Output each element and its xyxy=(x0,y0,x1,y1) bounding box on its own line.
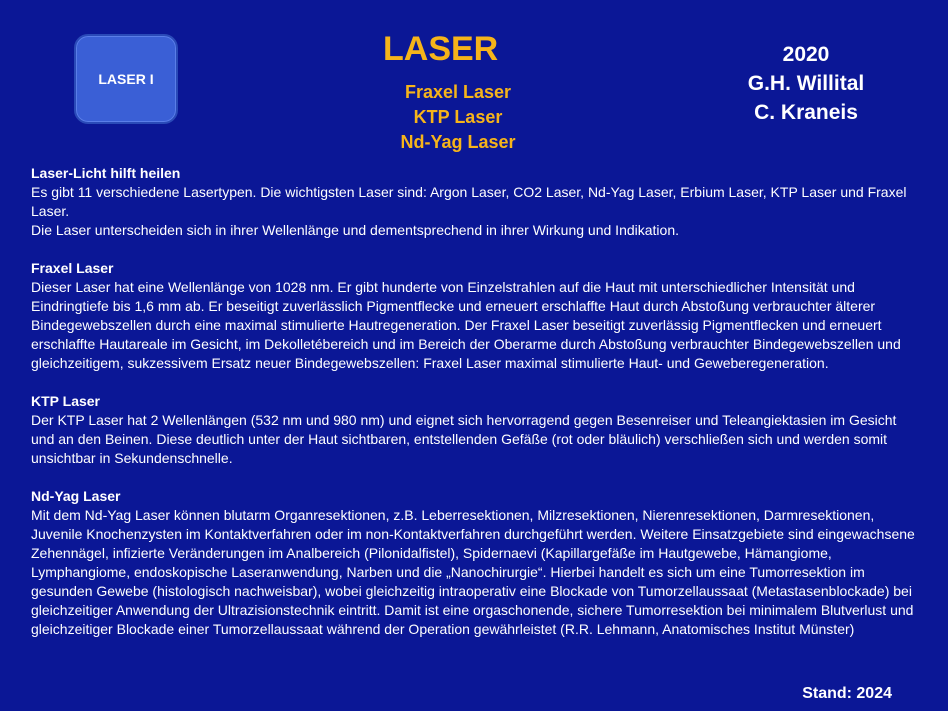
laser-i-button-label: LASER I xyxy=(98,71,154,87)
stand-label: Stand: 2024 xyxy=(802,685,892,702)
laser-i-button[interactable] xyxy=(74,34,178,124)
section-heading: Nd-Yag Laser xyxy=(31,488,121,504)
subtitle-fraxel: Fraxel Laser xyxy=(404,82,512,102)
section-fraxel-laser xyxy=(31,259,916,373)
section-paragraph: Es gibt 11 verschiedene Lasertypen. Die wichtigsten Laser sind: Argon Laser, CO2 Laser, Nd-Yag Laser, Erbium Laser, KTP Laser und Fraxel Laser. xyxy=(31,184,907,219)
author-willital: G.H. Willital xyxy=(747,72,865,95)
section-laser-licht xyxy=(31,164,916,240)
subtitle-ndyag: Nd-Yag Laser xyxy=(400,132,516,152)
section-heading: Laser-Licht hilft heilen xyxy=(31,165,181,181)
section-paragraph: Der KTP Laser hat 2 Wellenlängen (532 nm und 980 nm) und eignet sich hervorragend gegen Besenreiser und Teleangiektasien im Gesicht und an den Beinen. Diese deutlich unter der Haut sichtbaren, entstellenden Gefäße (rot oder bläulich) verschließen sich und werden somit unsichtbar in Sekundenschnelle. xyxy=(31,412,897,466)
section-paragraph: Die Laser unterscheiden sich in ihrer Wellenlänge und dementsprechend in ihrer Wirkung und Indikation. xyxy=(31,222,679,238)
section-ndyag-laser xyxy=(31,487,916,639)
page-title: LASER xyxy=(383,30,499,68)
author-kraneis: C. Kraneis xyxy=(754,101,858,124)
main-content xyxy=(31,164,916,658)
section-heading: KTP Laser xyxy=(31,393,100,409)
year-label: 2020 xyxy=(782,43,830,66)
section-paragraph: Dieser Laser hat eine Wellenlänge von 1028 nm. Er gibt hunderte von Einzelstrahlen auf die Haut mit unterschiedlicher Intensität und Eindringtiefe bis 1,6 mm ab. Er beseitigt zuverlässlich Pigmentflecke und erneuert erschlaffte Haut durch Abstoßung verbrauchter älterer Bindegewebszellen durch eine maximal stimulierte Hautregeneration. Der Fraxel Laser beseitigt zuverlässig Pigmentflecken und erneuert erschlaffte Hautareale im Gesicht, im Dekolletébereich und im Bereich der Oberarme durch Abstoßung verbrauchter Bindegewebszellen und gleichzeitigem, sukzessivem Ersatz neuer Bindegewebszellen: Fraxel Laser maximal stimulierte Haut- und Geweberegeneration. xyxy=(31,279,901,371)
laser-types-list xyxy=(388,80,528,155)
authors-block xyxy=(730,40,882,127)
subtitle-ktp: KTP Laser xyxy=(413,107,503,127)
section-paragraph: Mit dem Nd-Yag Laser können blutarm Organresektionen, z.B. Leberresektionen, Milzresektionen, Nierenresektionen, Darmresektionen, Juvenile Knochenzysten im Kontaktverfahren oder im non-Kontaktverfahren durchgeführt werden. Weitere Einsatzgebiete sind eingewachsene Zehennägel, infizierte Veränderungen im Analbereich (Pilonidalfistel), Spidernaevi (Kapillargefäße im Hautgewebe, Hämangiome, Lymphangiome, endoskopische Laseranwendung, Narben und die „Nanochirurgie“. Hierbei handelt es sich um eine Tumorresektion im gesunden Gewebe (histologisch nachweisbar), wobei gleichzeitig intraoperativ eine Blockade von Tumorzellaussaat (Metastasenblockade) bei gleichzeitiger Anwendung der Ultrazisionstechnik eintritt. Damit ist eine orgaschonende, sichere Tumorresektion bei minimalem Blutverlust und gleichzeitiger Blockade einer Tumorzellaussaat während der Operation gewährleistet (R.R. Lehmann, Anatomisches Institut Münster) xyxy=(31,507,915,637)
section-ktp-laser xyxy=(31,392,916,468)
section-heading: Fraxel Laser xyxy=(31,260,114,276)
